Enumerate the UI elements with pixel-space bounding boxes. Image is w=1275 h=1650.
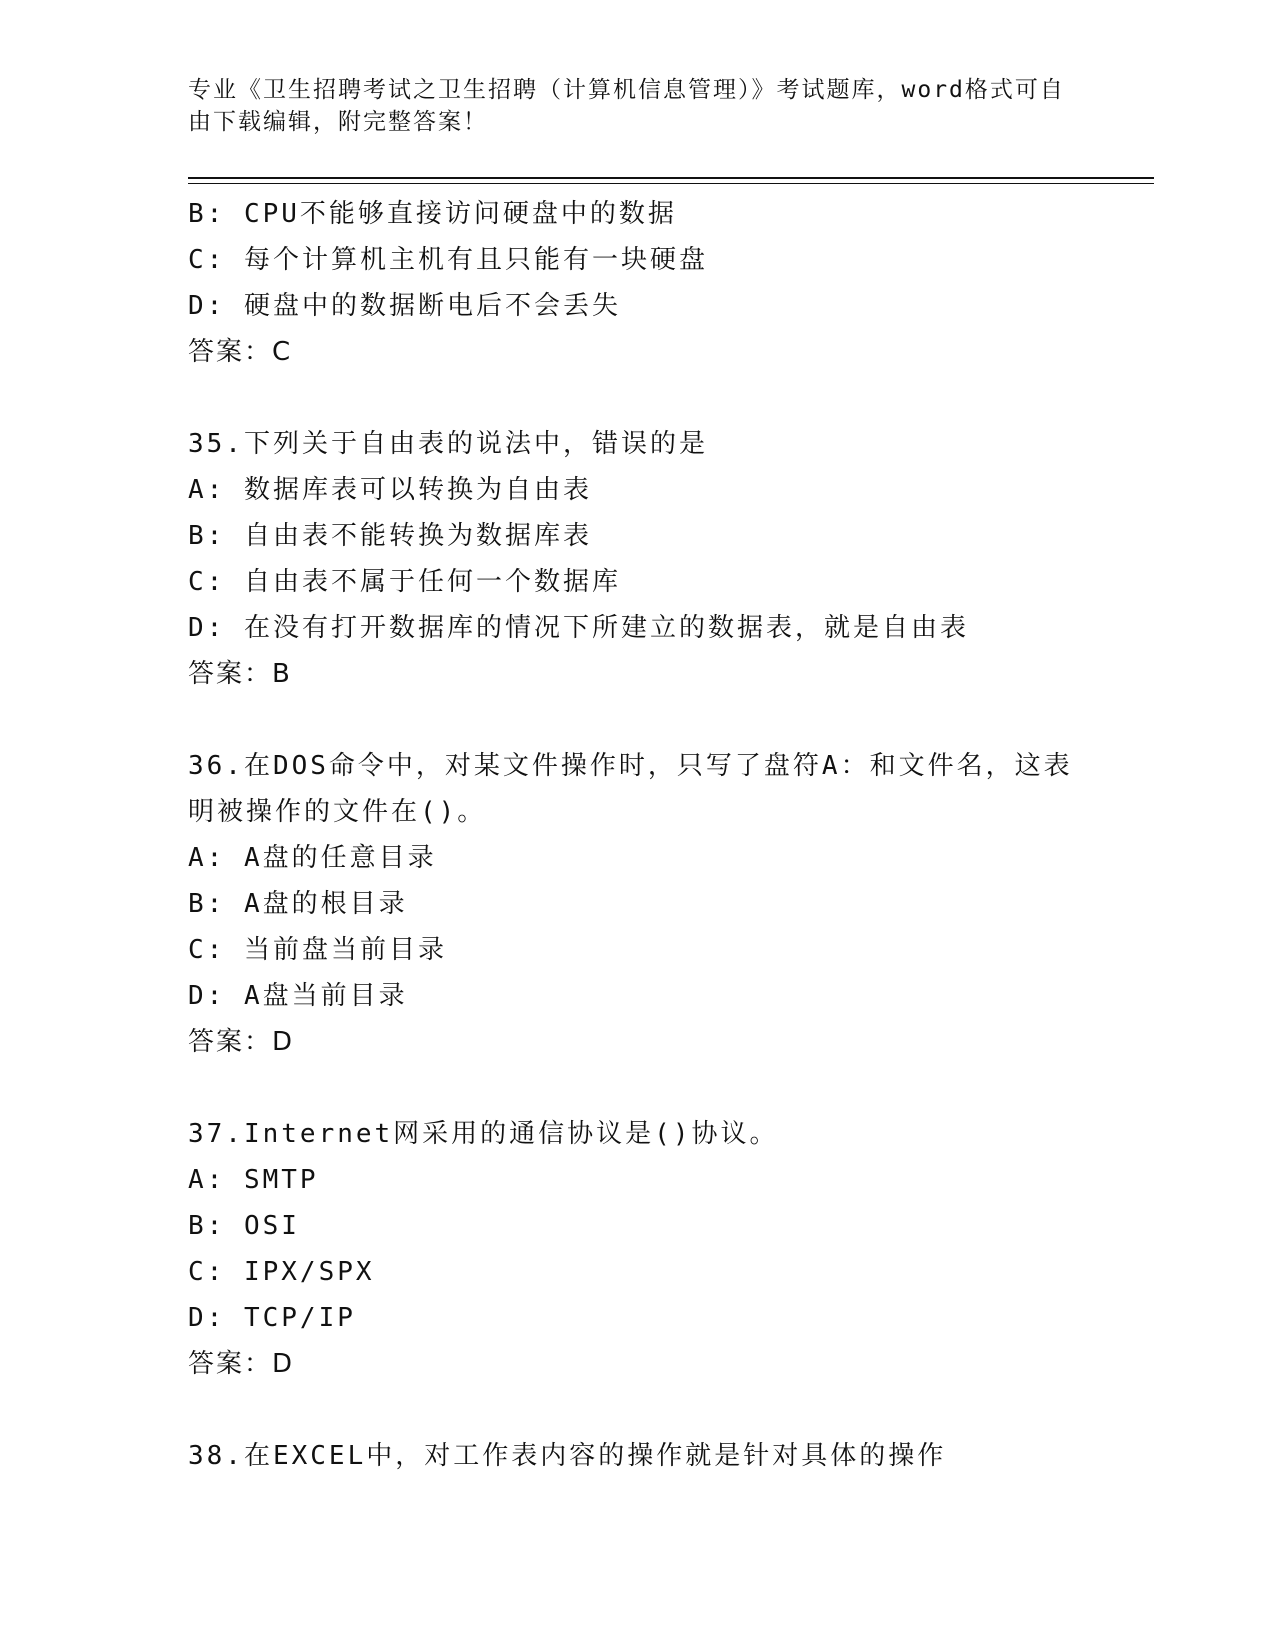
option-d: D: 硬盘中的数据断电后不会丢失: [188, 291, 621, 321]
option-b: B: CPU不能够直接访问硬盘中的数据: [188, 199, 677, 229]
option-b: B: OSI: [188, 1211, 300, 1241]
question-35: [188, 421, 1148, 697]
option-a: A: SMTP: [188, 1165, 319, 1195]
header-divider-thin: [188, 183, 1154, 184]
option-a: A: 数据库表可以转换为自由表: [188, 475, 592, 505]
header-divider-thick: [188, 177, 1154, 179]
option-c: C: 自由表不属于任何一个数据库: [188, 567, 621, 597]
option-d: D: TCP/IP: [188, 1303, 356, 1333]
header-line-1: 专业《卫生招聘考试之卫生招聘（计算机信息管理）》考试题库，word格式可自: [188, 77, 1065, 103]
spacer: [188, 1387, 1148, 1433]
option-c: C: 当前盘当前目录: [188, 935, 447, 965]
answer: 答案：D: [188, 1349, 295, 1379]
option-b: B: A盘的根目录: [188, 889, 408, 919]
option-a: A: A盘的任意目录: [188, 843, 437, 873]
question-list: [188, 191, 1148, 1479]
question-text: 35.下列关于自由表的说法中，错误的是: [188, 429, 708, 459]
option-c: C: 每个计算机主机有且只能有一块硬盘: [188, 245, 708, 275]
answer: 答案：C: [188, 337, 293, 367]
spacer: [188, 375, 1148, 421]
header-line-2: 由下载编辑，附完整答案！: [188, 109, 488, 135]
spacer: [188, 697, 1148, 743]
question-text-line-2: 明被操作的文件在()。: [188, 797, 487, 827]
answer: 答案：B: [188, 659, 292, 689]
option-c: C: IPX/SPX: [188, 1257, 375, 1287]
option-d: D: 在没有打开数据库的情况下所建立的数据表，就是自由表: [188, 613, 969, 643]
question-text-line-1: 36.在DOS命令中，对某文件操作时，只写了盘符A：和文件名，这表: [188, 751, 1073, 781]
document-header: [188, 74, 1068, 138]
option-b: B: 自由表不能转换为数据库表: [188, 521, 592, 551]
question-34: [188, 191, 1148, 375]
question-38: [188, 1433, 1148, 1479]
question-text: 38.在EXCEL中，对工作表内容的操作就是针对具体的操作: [188, 1441, 947, 1471]
answer: 答案：D: [188, 1027, 295, 1057]
question-37: [188, 1111, 1148, 1387]
option-d: D: A盘当前目录: [188, 981, 408, 1011]
question-text: 37.Internet网采用的通信协议是()协议。: [188, 1119, 779, 1149]
question-36: [188, 743, 1148, 1065]
spacer: [188, 1065, 1148, 1111]
